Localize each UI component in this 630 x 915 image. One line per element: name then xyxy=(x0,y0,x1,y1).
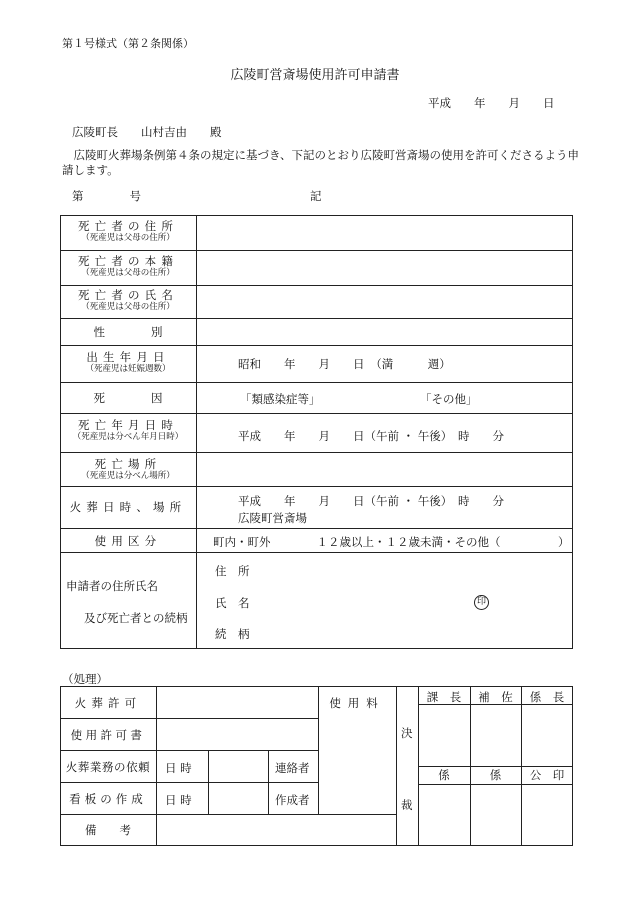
proc-cremation-request: 火葬業務の依頼 xyxy=(65,760,151,774)
label-death-datetime xyxy=(60,418,196,443)
page-title: 広陵町営斎場使用許可申請書 xyxy=(230,68,400,83)
label-applicant-1: 申請者の住所氏名 xyxy=(66,579,158,593)
request-text: 広陵町火葬場条例第４条の規定に基づき、下記のとおり広陵町営斎場の使用を許可くださるよう申請します。 xyxy=(62,148,580,177)
label-sex xyxy=(60,325,196,339)
usage-value[interactable]: 町内・町外 １２歳以上・１２歳未満・その他（ ） xyxy=(213,535,570,549)
label-domicile xyxy=(60,254,196,279)
label-death-place-text: 死亡場所 xyxy=(94,457,162,471)
applicant-relation-label: 続 柄 xyxy=(215,627,250,641)
label-death-datetime-text: 死亡年月日時 xyxy=(77,418,179,432)
decision-char-1: 決 xyxy=(401,726,413,740)
label-usage-text: 使用区分 xyxy=(94,534,162,548)
label-birthdate-text: 出生年月日 xyxy=(86,350,170,364)
sex-value[interactable] xyxy=(206,325,566,341)
domicile-value[interactable] xyxy=(206,261,566,279)
birthdate-value[interactable]: 昭和 年 月 日 （満 週） xyxy=(238,357,451,371)
crematorium-name: 広陵町営斎場 xyxy=(238,511,307,525)
proc-signboard-maker: 作成者 xyxy=(275,793,310,807)
proc-signboard-datetime: 日 時 xyxy=(165,793,192,807)
cause-infection[interactable]: 「類感染症等」 xyxy=(240,392,321,406)
label-domicile-text: 死亡者の本籍 xyxy=(77,254,179,268)
decision-char-2: 裁 xyxy=(401,798,413,812)
seal-icon: 印 xyxy=(474,595,489,610)
number-label[interactable]: 第 号 xyxy=(72,189,141,203)
approver-section-chief: 課 長 xyxy=(426,690,462,704)
death-datetime-value[interactable]: 平成 年 月 日（午前 ・ 午後） 時 分 xyxy=(238,429,505,443)
date-line[interactable]: 平成 年 月 日 xyxy=(428,96,555,110)
label-name xyxy=(60,288,196,313)
proc-signboard: 看板の作成 xyxy=(69,792,147,806)
address-value[interactable] xyxy=(206,226,566,244)
approver-staff-1: 係 xyxy=(438,768,450,782)
proc-request-contact: 連絡者 xyxy=(275,761,310,775)
proc-remarks: 備 考 xyxy=(85,823,131,837)
form-number: 第１号様式（第２条関係） xyxy=(62,37,194,50)
seal-mark xyxy=(474,593,489,610)
label-cause-text: 死 因 xyxy=(93,391,163,405)
cause-other[interactable]: 「その他」 xyxy=(420,392,478,406)
proc-fee-label: 使用料 xyxy=(329,696,385,710)
label-name-text: 死亡者の氏名 xyxy=(77,288,179,302)
proc-usage-permit: 使用許可書 xyxy=(70,728,146,742)
label-death-place xyxy=(60,457,196,482)
processing-heading: （処理） xyxy=(62,672,108,686)
label-cremation xyxy=(60,500,196,514)
label-death-place-sub: （死産児は分べん場所） xyxy=(81,471,175,482)
applicant-name-label: 氏 名 xyxy=(215,596,250,610)
proc-request-datetime: 日 時 xyxy=(165,761,192,775)
label-cremation-text: 火葬日時、場所 xyxy=(69,500,187,514)
approver-unit-chief: 係 長 xyxy=(529,690,565,704)
ki-label: 記 xyxy=(310,189,322,203)
label-address-text: 死亡者の住所 xyxy=(77,219,179,233)
label-applicant-2: 及び死亡者との続柄 xyxy=(84,611,188,625)
death-place-value[interactable] xyxy=(206,462,566,480)
label-death-datetime-sub: （死産児は分べん年月日時） xyxy=(72,432,184,443)
label-birthdate xyxy=(60,350,196,375)
name-value[interactable] xyxy=(206,294,566,312)
label-birthdate-sub: （死産児は妊娠週数） xyxy=(85,364,171,375)
approver-staff-2: 係 xyxy=(489,768,502,782)
label-domicile-sub: （死産児は父母の住所） xyxy=(81,268,175,279)
approver-official-seal: 公 印 xyxy=(529,768,565,782)
label-usage xyxy=(60,534,196,548)
proc-cremation-permit: 火葬許可 xyxy=(74,696,142,710)
addressee: 広陵町長 山村吉由 殿 xyxy=(72,125,222,139)
label-address-sub: （死産児は父母の住所） xyxy=(81,233,175,244)
label-cause xyxy=(60,391,196,405)
approver-deputy: 補 佐 xyxy=(478,690,513,704)
label-sex-text: 性 別 xyxy=(93,325,163,339)
label-name-sub: （死産児は父母の住所） xyxy=(81,302,175,313)
label-address xyxy=(60,219,196,244)
applicant-address-label: 住 所 xyxy=(215,564,250,578)
cremation-datetime-value[interactable]: 平成 年 月 日（午前 ・ 午後） 時 分 xyxy=(238,494,505,508)
